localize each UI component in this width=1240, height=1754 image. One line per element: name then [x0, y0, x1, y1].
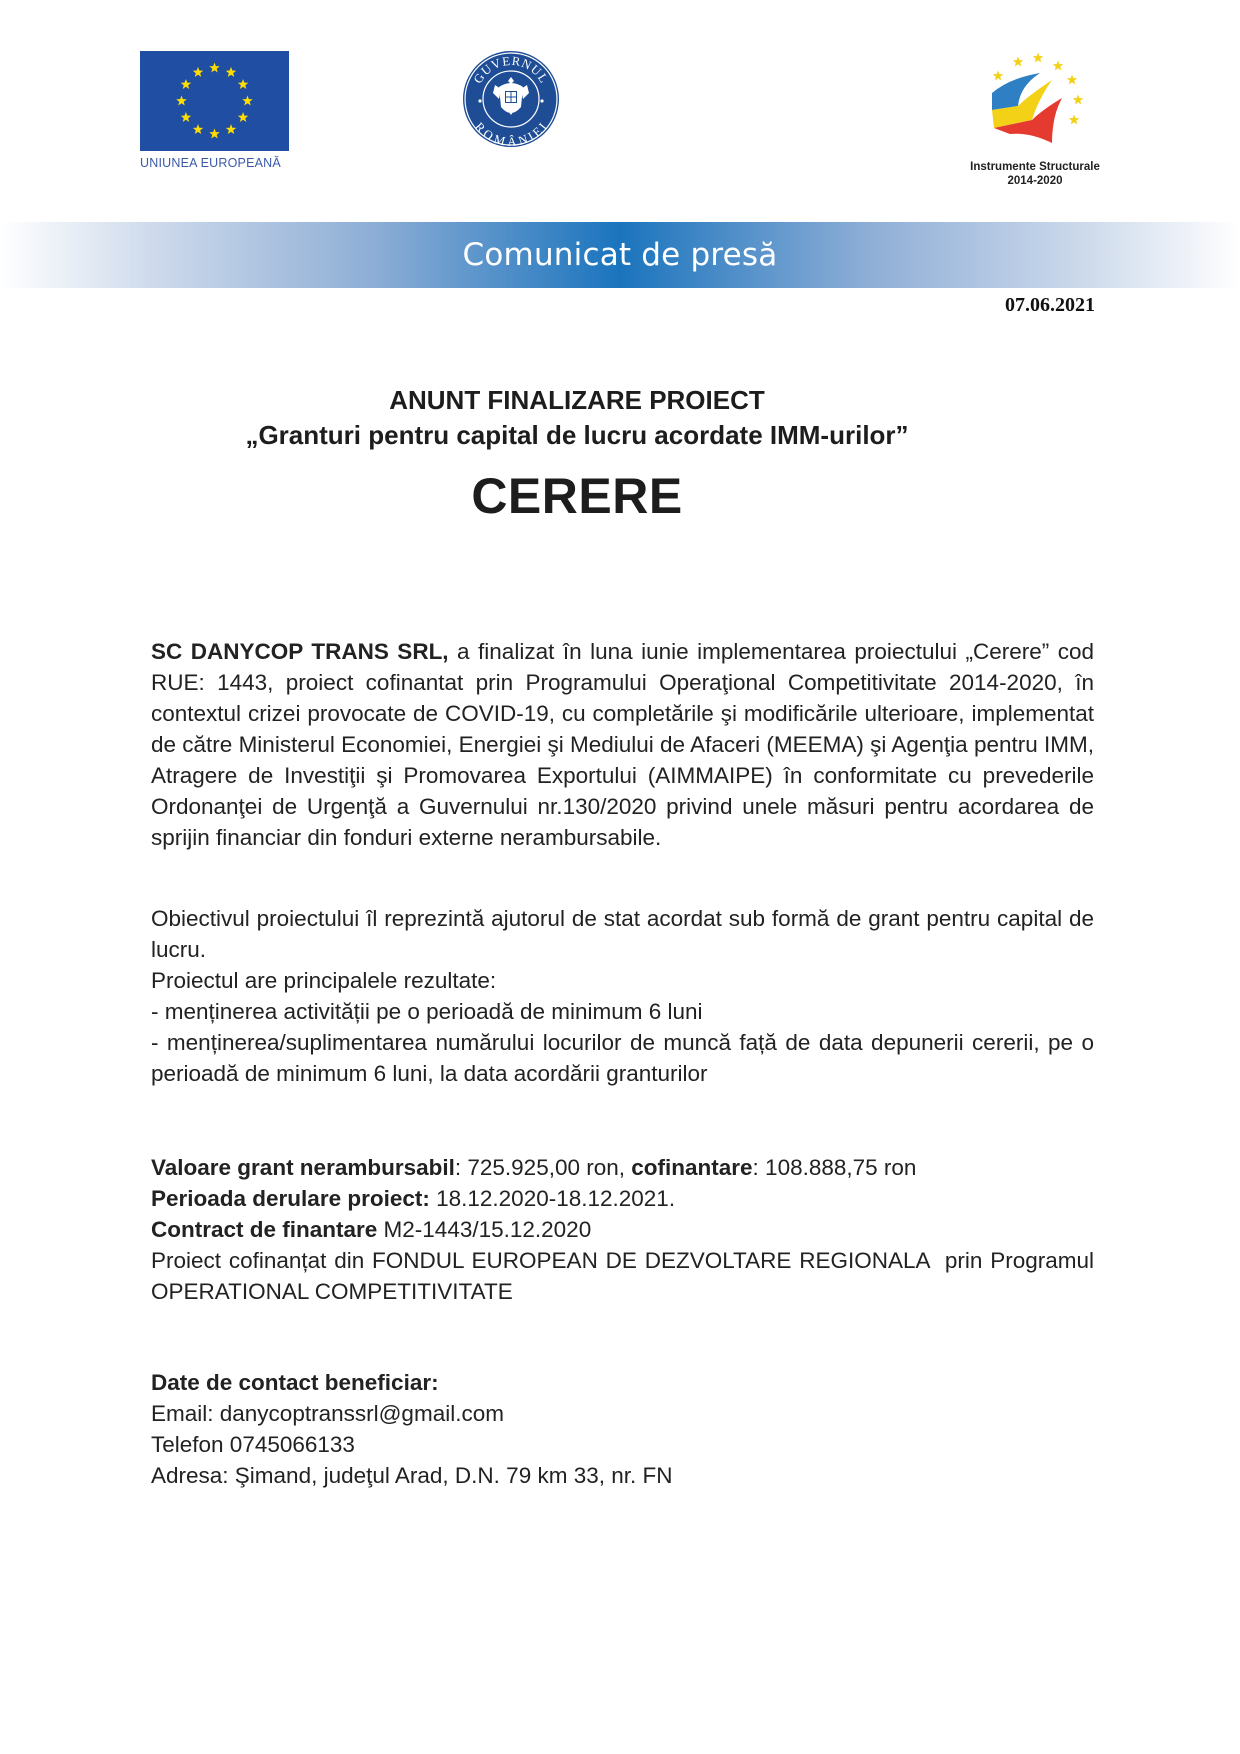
is-star-icon [1073, 95, 1083, 105]
is-star-icon [1067, 75, 1077, 85]
period-value: 18.12.2020-18.12.2021. [429, 1186, 676, 1211]
government-seal-logo [461, 49, 561, 149]
eu-star-icon [181, 112, 191, 122]
period-label: Perioada derulare proiect: [151, 1186, 430, 1211]
is-star-icon [1069, 115, 1079, 125]
contact-phone[interactable]: Telefon 0745066133 [151, 1432, 355, 1457]
eu-star-icon [238, 112, 248, 122]
contract-label: Contract de finantare [151, 1217, 378, 1242]
grant-value: : 725.925,00 ron, [454, 1155, 632, 1180]
seal-text-bottom: ROMÂNIEI [471, 119, 551, 149]
eu-star-icon [176, 96, 186, 106]
grant-line [151, 1152, 1094, 1183]
grant-label: Valoare grant nerambursabil [151, 1155, 455, 1180]
is-star-icon [1013, 57, 1023, 67]
cofinancing-value: : 108.888,75 ron [752, 1155, 917, 1180]
eu-flag-logo [140, 51, 289, 151]
cofinanced-statement: Proiect cofinanțat din FONDUL EUROPEAN DE DEZVOLTARE REGIONALA prin Programul OPERATIONAL COMPETITIVITATE [151, 1248, 1101, 1304]
contact-title: Date de contact beneficiar: [151, 1370, 439, 1395]
is-caption-line1: Instrumente Structurale [970, 161, 1100, 173]
cofinancing-label: cofinantare [631, 1155, 753, 1180]
eu-star-icon [226, 67, 236, 77]
eu-star-icon [226, 124, 236, 134]
company-name: SC DANYCOP TRANS SRL, [151, 639, 449, 664]
objective-section [151, 903, 1094, 1089]
is-star-icon [993, 71, 1003, 81]
program-heading: „Granturi pentru capital de lucru acordate IMM-urilor” [245, 420, 909, 450]
eu-star-icon [238, 79, 248, 89]
objective-text: Obiectivul proiectului îl reprezintă ajutorul de stat acordat sub formă de grant pentru capital de lucru. [151, 906, 1094, 962]
contact-section [151, 1367, 1094, 1491]
eu-star-icon [181, 79, 191, 89]
announcement-heading: ANUNT FINALIZARE PROIECT [389, 385, 765, 415]
contract-line [151, 1214, 1094, 1245]
eu-star-icon [193, 67, 203, 77]
is-star-icon [1053, 61, 1063, 71]
period-line [151, 1183, 1094, 1214]
eu-star-icon [193, 124, 203, 134]
eu-star-icon [209, 63, 219, 73]
intro-paragraph [151, 636, 1094, 853]
contact-email[interactable]: Email: danycoptranssrl@gmail.com [151, 1401, 504, 1426]
release-date: 07.06.2021 [1005, 294, 1095, 316]
intro-text: a finalizat în luna iunie implementarea proiectului „Cerere” cod RUE: 1443, proiect cofinantat prin Programului Operaţional Competitivitate 2014-2020, în contextul crizei provocate de COVID-19, cu completările şi modificările ulterioare, implementat de către Ministerul Economiei, Energiei şi Mediului de Afaceri (MEEMA) şi Agenţia pentru IMM, Atragere de Investiţii şi Promovarea Exportului (AIMMAIPE) în conformitate cu prevederile Ordonanţei de Urgenţă a Guvernului nr.130/2020 privind unele măsuri pentru acordarea de sprijin financiar din fonduri externe nerambursabile. [151, 639, 1094, 850]
is-caption [955, 160, 1115, 188]
banner-title: Comunicat de presă [462, 237, 778, 273]
is-caption-line2: 2014-2020 [1007, 175, 1063, 187]
project-name-heading: CERERE [471, 468, 683, 524]
result-item: - menținerea activității pe o perioadă de minimum 6 luni [151, 999, 703, 1024]
instrumente-structurale-logo [980, 48, 1090, 153]
financial-info [151, 1152, 1101, 1307]
result-item: - menținerea/suplimentarea numărului locurilor de muncă față de data depunerii cererii, pe o perioadă de minimum 6 luni, la data acordării granturilor [151, 1030, 1094, 1086]
seal-text-top: GUVERNUL [470, 53, 552, 86]
contract-value: M2-1443/15.12.2020 [377, 1217, 592, 1242]
results-intro: Proiectul are principalele rezultate: [151, 968, 497, 993]
is-logo-swoosh-icon [992, 73, 1062, 143]
eu-star-icon [209, 129, 219, 139]
eu-caption: UNIUNEA EUROPEANĂ [140, 156, 281, 170]
is-star-icon [1033, 53, 1043, 63]
eu-flag [140, 51, 289, 151]
eu-star-icon [242, 96, 252, 106]
contact-address: Adresa: Şimand, judeţul Arad, D.N. 79 km 33, nr. FN [151, 1463, 673, 1488]
press-release-banner [0, 222, 1240, 288]
eu-stars-icon [140, 51, 289, 151]
